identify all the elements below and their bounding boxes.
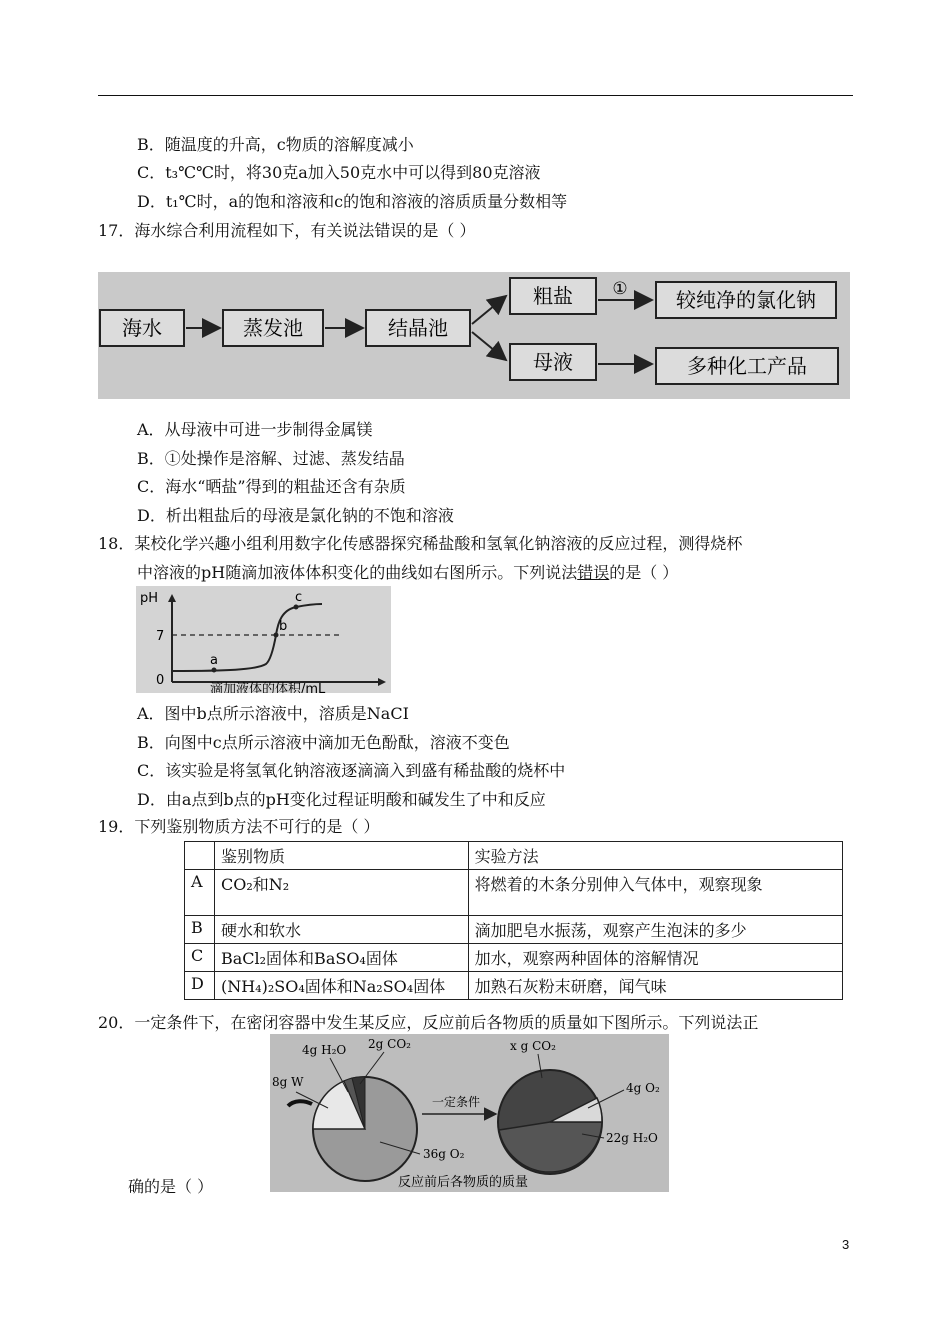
- q16-option-d: D．t₁℃时，a的饱和溶液和c的饱和溶液的溶质质量分数相等: [137, 192, 568, 211]
- flow-text-pure-nacl: 较纯净的氯化钠: [676, 288, 816, 312]
- q17-option-a: A．从母液中可进一步制得金属镁: [137, 420, 373, 439]
- flow-text-seawater: 海水: [122, 316, 162, 340]
- y-axis-label: pH: [140, 591, 159, 606]
- q19-row-method: 加熟石灰粉末研磨，闻气味: [468, 972, 842, 1000]
- point-b-label: b: [279, 619, 288, 634]
- ph-curve: [172, 604, 322, 671]
- q17-option-b: B．①处操作是溶解、过滤、蒸发结晶: [137, 449, 405, 468]
- flow-step-marker: ①: [612, 279, 628, 299]
- table-row: [185, 972, 843, 1000]
- q17-option-d: D．析出粗盐后的母液是氯化钠的不饱和溶液: [137, 506, 454, 525]
- table-row: [185, 944, 843, 972]
- q19-header-substances: 鉴别物质: [214, 842, 468, 870]
- q18-stem-line1: 18．某校化学兴趣小组利用数字化传感器探究稀盐酸和氢氧化钠溶液的反应过程，测得烧杯: [98, 534, 743, 553]
- point-c-marker: [294, 605, 299, 610]
- q19-header-method: 实验方法: [468, 842, 842, 870]
- q20-stem: 20．一定条件下，在密闭容器中发生某反应，反应前后各物质的质量如下图所示。下列说法正: [98, 1013, 759, 1032]
- q20-stem-end: 确的是（ ）: [128, 1177, 214, 1196]
- q18-option-c: C．该实验是将氢氧化钠溶液逐滴滴入到盛有稀盐酸的烧杯中: [137, 761, 566, 780]
- condition-label: 一定条件: [432, 1095, 481, 1109]
- q19-header-key: [185, 842, 215, 870]
- q20-pie-diagram: [270, 1034, 669, 1192]
- q18-emphasis-wrong: 错误: [577, 563, 610, 582]
- q17-stem: 17．海水综合利用流程如下，有关说法错误的是（ ）: [98, 221, 476, 240]
- point-b-marker: [274, 633, 279, 638]
- q19-row-substances: (NH₄)₂SO₄固体和Na₂SO₄固体: [214, 972, 468, 1000]
- q20-pie-figure: [270, 1034, 669, 1192]
- header-rule: [98, 95, 853, 96]
- q19-row-key: D: [185, 972, 215, 1000]
- q17-flow-diagram: [98, 272, 850, 399]
- q19-stem: 19．下列鉴别物质方法不可行的是（ ）: [98, 817, 380, 836]
- q16-option-b: B．随温度的升高，c物质的溶解度减小: [137, 135, 414, 154]
- q18-option-a: A．图中b点所示溶液中，溶质是NaCI: [137, 704, 409, 723]
- flow-text-mother-liquor: 母液: [533, 350, 573, 374]
- q18-ph-graph-figure: [136, 586, 391, 693]
- q16-option-c: C．t₃℃℃时，将30克a加入50克水中可以得到80克溶液: [137, 163, 541, 182]
- before-w-label: 8g W: [272, 1075, 304, 1089]
- q19-row-key: C: [185, 944, 215, 972]
- after-slice-h2o: [499, 1122, 602, 1172]
- q19-header-row: [185, 842, 843, 870]
- q17-option-c: C．海水“晒盐”得到的粗盐还含有杂质: [137, 477, 406, 496]
- y-tick-7: 7: [156, 629, 165, 644]
- point-a-marker: [212, 668, 217, 673]
- after-h2o-label: 22g H₂O: [606, 1131, 658, 1145]
- after-o2-label: 4g O₂: [626, 1081, 660, 1095]
- x-axis-label: 滴加液体的体积/mL: [210, 682, 326, 693]
- q19-row-method: 滴加肥皂水振荡，观察产生泡沫的多少: [468, 916, 842, 944]
- point-a-label: a: [210, 653, 218, 668]
- q19-row-key: A: [185, 870, 215, 916]
- flow-text-chem-products: 多种化工产品: [687, 354, 807, 378]
- point-c-label: c: [295, 590, 303, 605]
- q19-row-substances: CO₂和N₂: [214, 870, 468, 916]
- q18-ph-graph: [136, 586, 391, 693]
- q19-row-method: 将燃着的木条分别伸入气体中，观察现象: [468, 870, 842, 916]
- page-number: 3: [842, 1237, 850, 1252]
- flow-text-crude-salt: 粗盐: [533, 284, 573, 308]
- after-co2-label: x g CO₂: [510, 1039, 556, 1053]
- q19-row-substances: 硬水和软水: [214, 916, 468, 944]
- q17-flow-figure: [98, 272, 850, 399]
- before-co2-label: 2g CO₂: [368, 1037, 411, 1051]
- pie-caption: 反应前后各物质的质量: [398, 1175, 529, 1190]
- table-row: [185, 870, 843, 916]
- table-row: [185, 916, 843, 944]
- origin-label: 0: [156, 673, 165, 688]
- q18-option-b: B．向图中c点所示溶液中滴加无色酚酞，溶液不变色: [137, 733, 510, 752]
- before-h2o-label: 4g H₂O: [302, 1043, 347, 1057]
- flow-text-evaporation: 蒸发池: [243, 316, 303, 340]
- before-o2-label: 36g O₂: [423, 1147, 465, 1161]
- flow-text-crystallization: 结晶池: [388, 316, 448, 340]
- q19-table: [184, 841, 843, 1000]
- q19-row-key: B: [185, 916, 215, 944]
- q19-row-method: 加水，观察两种固体的溶解情况: [468, 944, 842, 972]
- q19-row-substances: BaCl₂固体和BaSO₄固体: [214, 944, 468, 972]
- q18-stem-line2: 中溶液的pH随滴加液体体积变化的曲线如右图所示。下列说法错误的是（ ）: [137, 563, 679, 582]
- q18-option-d: D．由a点到b点的pH变化过程证明酸和碱发生了中和反应: [137, 790, 546, 809]
